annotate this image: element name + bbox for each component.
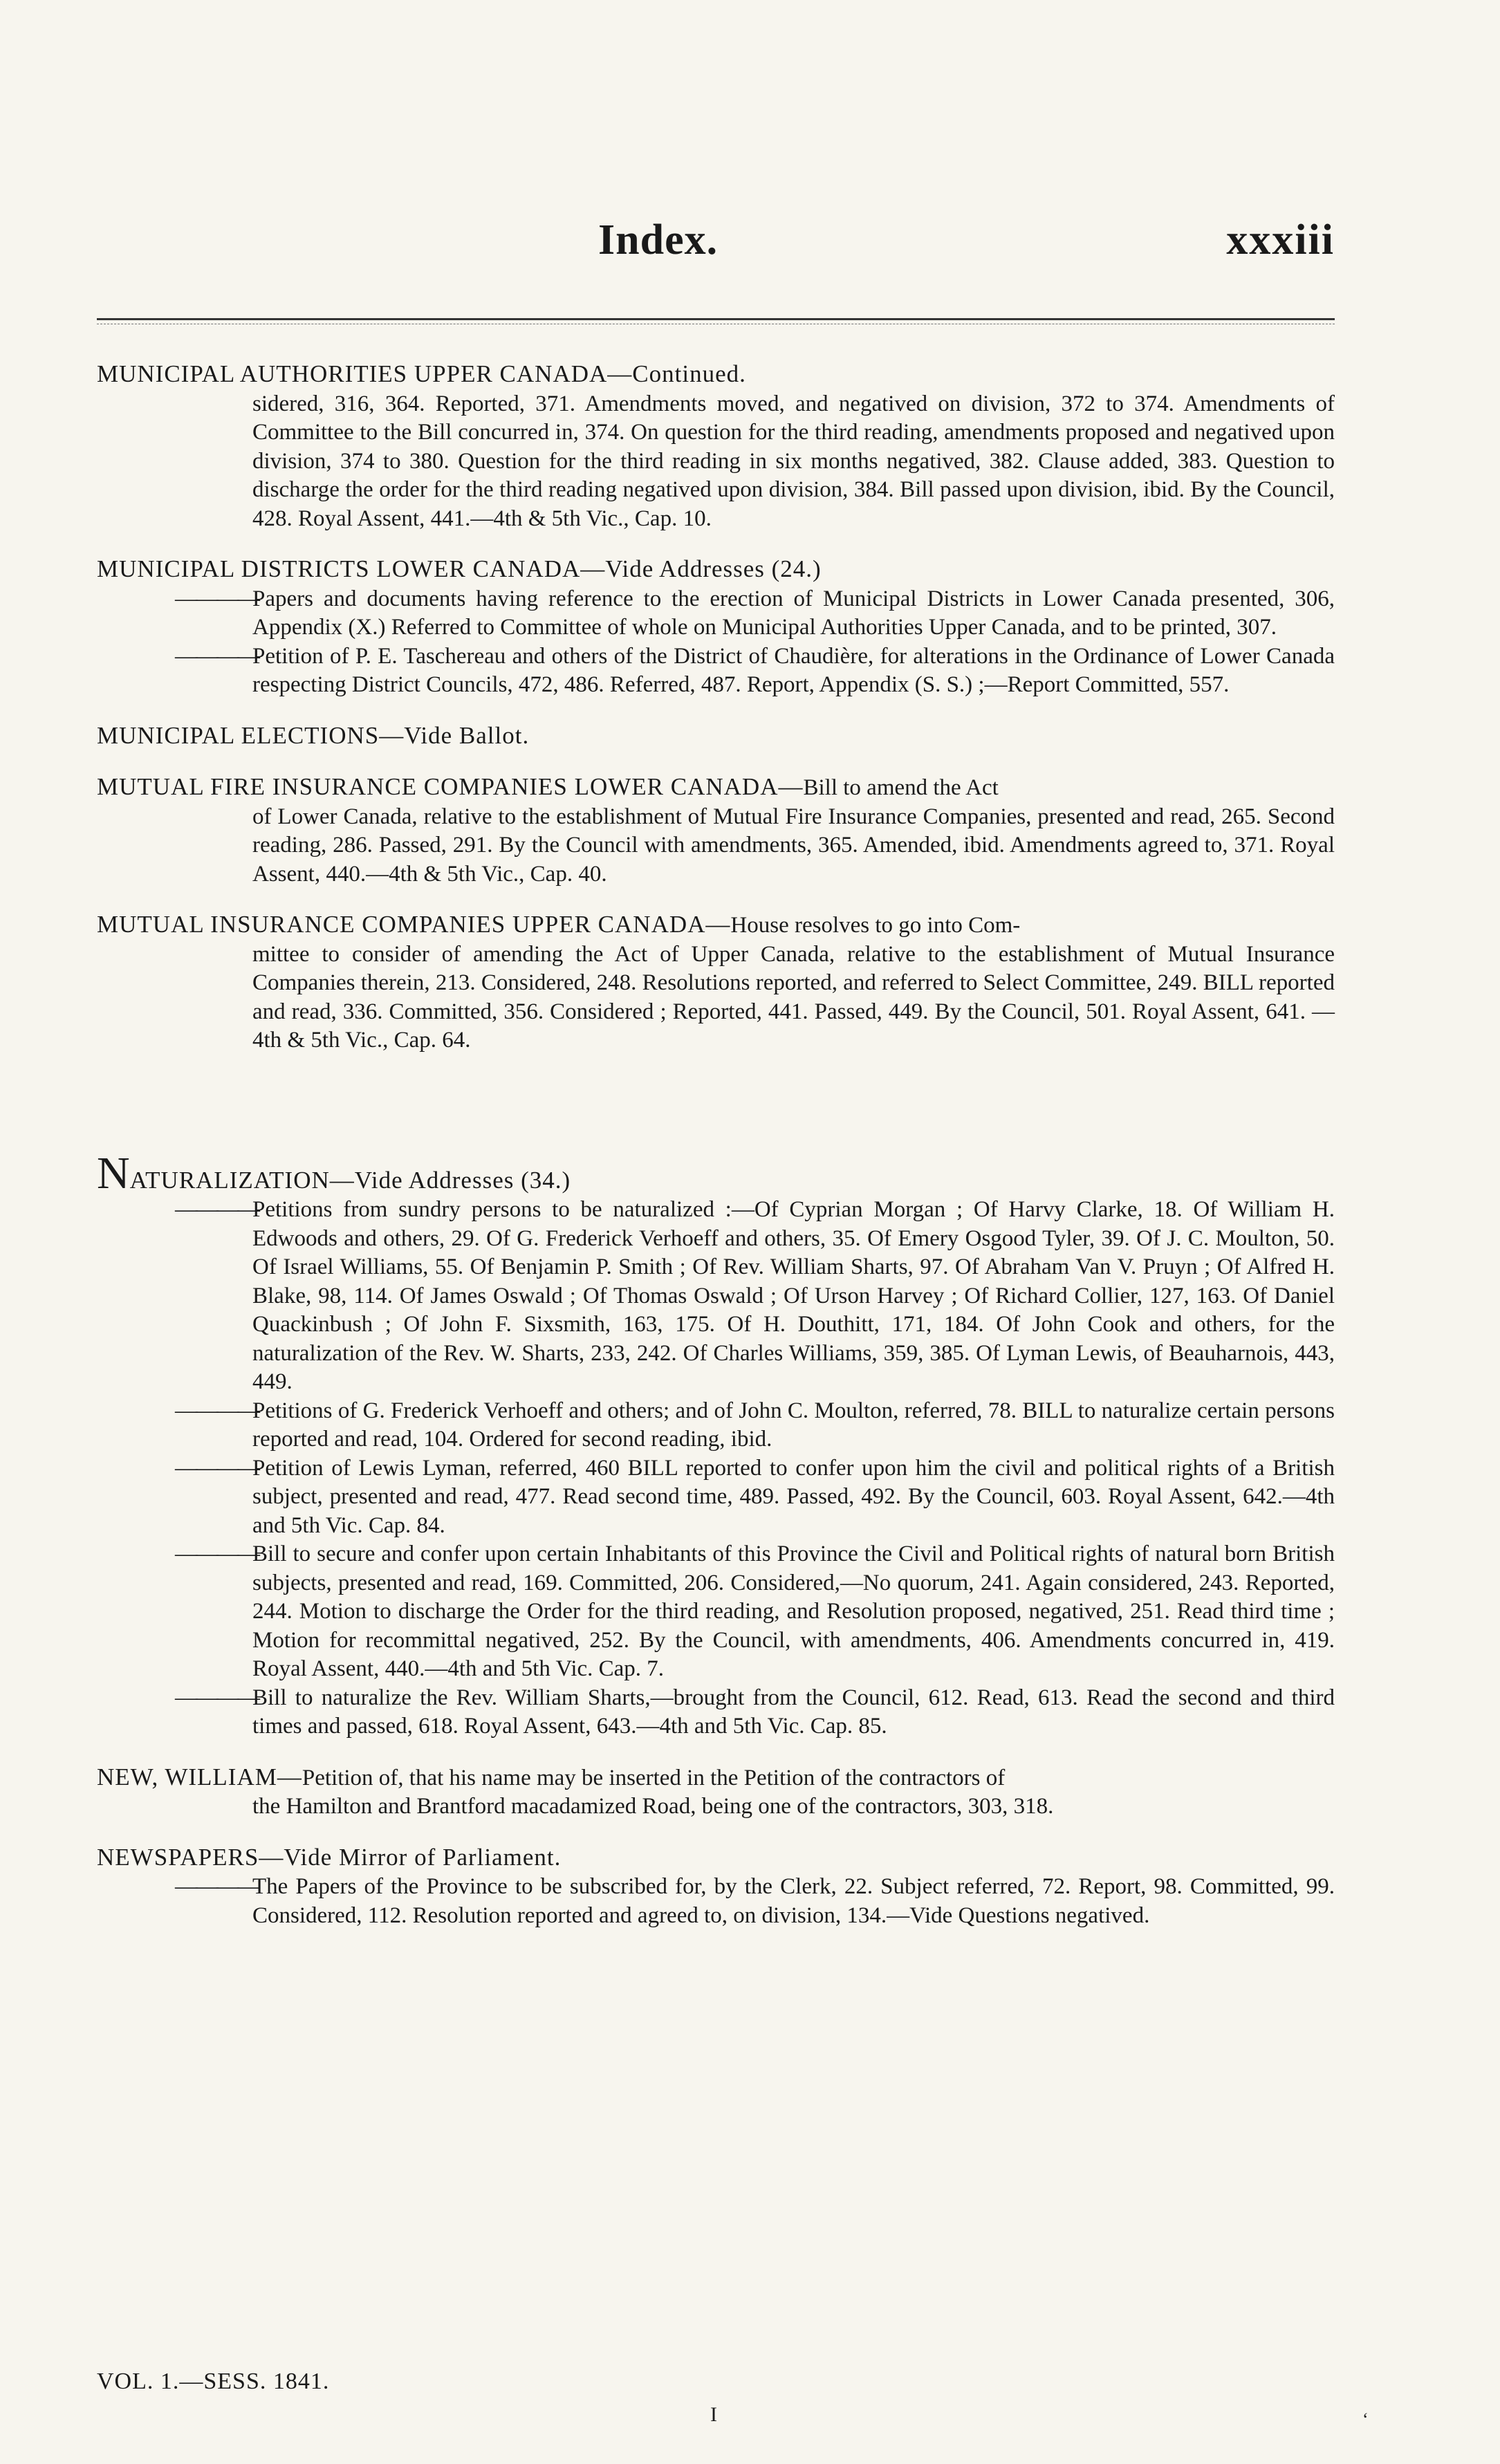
entry-heading: MUTUAL INSURANCE COMPANIES UPPER CANADA—	[97, 911, 731, 938]
entry-heading: MUNICIPAL DISTRICTS LOWER CANADA—Vide Addresses (24.)	[97, 555, 822, 582]
entry-subentry: ————Petition of Lewis Lyman, referred, 460 BILL reported to confer upon him the civil and political rights of a British subject, presented and read, 477. Read second time, 489. Passed, 492. By the Council, 603. Royal Assent, 642.—4th and 5th Vic. Cap. 84.	[175, 1455, 1335, 1538]
section-gap	[97, 1077, 1335, 1160]
entry-subentry: ————Petitions of G. Frederick Verhoeff and others; and of John C. Moulton, referred, 78. BILL to naturalize certain persons reported and read, 104. Ordered for second reading, ibid.	[175, 1398, 1335, 1452]
entry-body: mittee to consider of amending the Act of Upper Canada, relative to the establishment of Mutual Insurance Companies therein, 213. Considered, 248. Resolutions reported, and referred to Select Committee, 249. BILL reported and read, 336. Committed, 356. Considered ; Reported, 441. Passed, 449. By the Council, 501. Royal Assent, 641. —4th & 5th Vic., Cap. 64.	[252, 941, 1335, 1053]
entry-heading-continued: Continued.	[632, 360, 746, 387]
entry-subentry: ————The Papers of the Province to be subscribed for, by the Clerk, 22. Subject referred, 72. Report, 98. Committed, 99. Considered, 112. Resolution reported and agreed to, on division, 134.—Vide Questions negatived.	[175, 1874, 1335, 1928]
entry-heading: MUNICIPAL ELECTIONS—Vide Ballot.	[97, 721, 530, 749]
index-entry-mutual-insurance	[97, 910, 1335, 1055]
index-entry-newspapers	[97, 1843, 1335, 1931]
entry-lead: House resolves to go into Com-	[730, 913, 1021, 938]
entry-subentry: ————Petition of P. E. Taschereau and others of the District of Chaudière, for alterations in the Ordinance of Lower Canada respecting District Councils, 472, 486. Referred, 487. Report, Appendix (S. S.) ;—Report Committed, 557.	[175, 643, 1335, 697]
entry-heading: NEWSPAPERS—Vide Mirror of Parliament.	[97, 1843, 562, 1871]
page-title: Index.	[598, 216, 719, 263]
entry-subentry: ————Petitions from sundry persons to be naturalized :—Of Cyprian Morgan ; Of Harvy Clarke, 18. Of William H. Edwoods and others, 29. Of G. Frederick Verhoeff and others, 35. Of Emery Osgood Tyler, 39. Of J. C. Moulton, 50. Of Israel Williams, 55. Of Benjamin P. Smith ; Of Rev. William Sharts, 97. Of Abraham Van V. Pruyn ; Of Alfred H. Blake, 98, 114. Of James Oswald ; Of Thomas Oswald ; Of Urson Harvey ; Of Richard Collier, 127, 163. Of Daniel Quackinbush ; Of John F. Sixsmith, 163, 175. Of H. Douthitt, 171, 184. Of John Cook and others, for the naturalization of the Rev. W. Sharts, 233, 242. Of Charles Williams, 359, 385. Of Lyman Lewis, of Beauharnois, 443, 449.	[175, 1197, 1335, 1394]
entry-lead: Petition of, that his name may be inserted in the Petition of the contractors of	[302, 1765, 1006, 1790]
index-entry-municipal-elections	[97, 721, 1335, 752]
index-entry-municipal-districts	[97, 555, 1335, 700]
page-header	[97, 216, 1335, 278]
entry-body: of Lower Canada, relative to the establishment of Mutual Fire Insurance Companies, presented and read, 265. Second reading, 286. Passed, 291. By the Council with amendments, 365. Amended, ibid. Amendments agreed to, 371. Royal Assent, 440.—4th & 5th Vic., Cap. 40.	[252, 804, 1335, 887]
entry-heading: NEW, WILLIAM—	[97, 1763, 302, 1790]
drop-cap: N	[97, 1147, 130, 1198]
entry-body: the Hamilton and Brantford macadamized Road, being one of the contractors, 303, 318.	[252, 1794, 1054, 1819]
index-entry-mutual-fire-insurance	[97, 772, 1335, 889]
entry-heading: MUNICIPAL AUTHORITIES UPPER CANADA—	[97, 360, 633, 387]
page-number: xxxiii	[1226, 216, 1335, 263]
entry-subentry: ————Bill to secure and confer upon certain Inhabitants of this Province the Civil and Political rights of natural born British subjects, presented and read, 169. Committed, 206. Considered,—No quorum, 241. Again considered, 243. Reported, 244. Motion to discharge the Order for the third reading, and Resolution proposed, negatived, 251. Read third time ; Motion for recommittal negatived, 252. By the Council, with amendments, 406. Amendments concurred in, 419. Royal Assent, 440.—4th and 5th Vic. Cap. 7.	[175, 1541, 1335, 1681]
index-entry-municipal-authorities	[97, 360, 1335, 533]
entry-heading: ATURALIZATION—Vide Addresses (34.)	[129, 1166, 571, 1194]
signature-mark: I	[710, 2403, 717, 2426]
entry-subentry: ————Papers and documents having reference to the erection of Municipal Districts in Lower Canada presented, 306, Appendix (X.) Referred to Committee of whole on Municipal Authorities Upper Canada, and to be printed, 307.	[175, 586, 1335, 640]
header-rule	[97, 318, 1335, 320]
entry-subentry: ————Bill to naturalize the Rev. William Sharts,—brought from the Council, 612. Read, 613. Read the second and third times and passed, 618. Royal Assent, 643.—4th and 5th Vic. Cap. 85.	[175, 1685, 1335, 1739]
volume-footer: VOL. 1.—SESS. 1841.	[97, 2369, 330, 2394]
index-entry-new-william	[97, 1763, 1335, 1822]
entry-heading: MUTUAL FIRE INSURANCE COMPANIES LOWER CANADA—	[97, 773, 804, 800]
entry-body: sidered, 316, 364. Reported, 371. Amendments moved, and negatived on division, 372 to 374. Amendments of Committee to the Bill concurred in, 374. On question for the third reading, amendments proposed and negatived upon division, 374 to 380. Question for the third reading in six months negatived, 382. Clause added, 383. Question to discharge the order for the third reading negatived upon division, 384. Bill passed upon division, ibid. By the Council, 428. Royal Assent, 441.—4th & 5th Vic., Cap. 10.	[252, 391, 1335, 531]
entry-lead: Bill to amend the Act	[803, 775, 999, 800]
index-content	[97, 360, 1335, 1952]
corner-mark: ‘	[1362, 2409, 1369, 2429]
index-entry-naturalization	[97, 1147, 1335, 1741]
